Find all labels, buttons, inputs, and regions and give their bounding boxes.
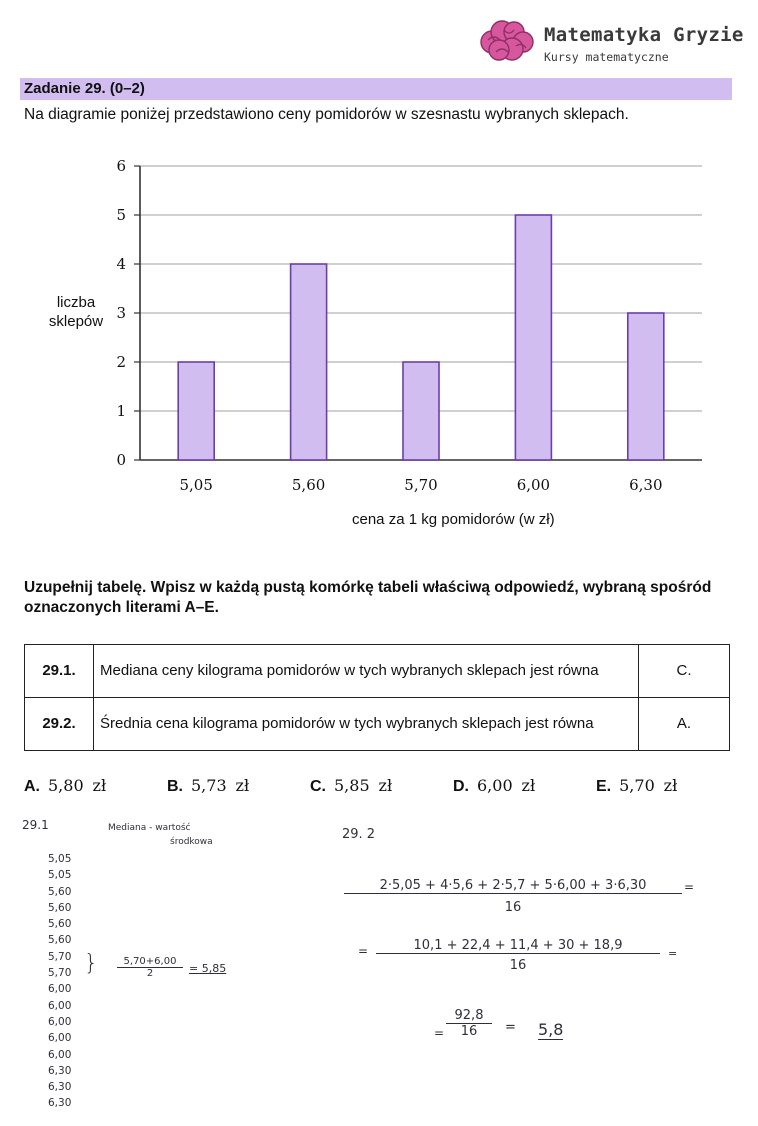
chart-y-axis-label: liczba sklepów <box>48 294 104 330</box>
brand-name: Matematyka Gryzie <box>544 24 744 46</box>
sorted-value: 6,00 <box>48 983 72 996</box>
row-question: Mediana ceny kilograma pomidorów w tych wybranych sklepach jest równa <box>94 645 639 698</box>
note-median-definition-2: środkowa <box>170 837 213 847</box>
option-c: C. 5,85 zł <box>310 776 393 795</box>
equals-sign: = <box>434 1026 445 1040</box>
row-number: 29.2. <box>25 698 94 751</box>
answer-table <box>24 644 730 751</box>
option-e: E. 5,70 zł <box>596 776 678 795</box>
y-tick-label: 5 <box>116 206 126 224</box>
sorted-value: 5,60 <box>48 918 72 931</box>
y-tick-label: 4 <box>116 255 126 273</box>
instructions: Uzupełnij tabelę. Wpisz w każdą pustą komórkę tabeli właściwą odpowiedź, wybraną spośród oznaczonych literami A–E. <box>24 579 712 616</box>
equals-sign: = <box>358 944 369 958</box>
mean-step2-denominator: 16 <box>376 953 660 973</box>
y-tick-label: 1 <box>116 402 126 420</box>
answer-options <box>24 776 744 800</box>
sorted-value: 5,60 <box>48 901 72 914</box>
median-denominator: 2 <box>117 967 183 979</box>
y-tick-label: 0 <box>116 451 126 469</box>
mean-step3-denominator: 16 <box>446 1023 492 1039</box>
y-tick-label: 2 <box>116 353 126 371</box>
sorted-value: 5,60 <box>48 885 72 898</box>
row-number: 29.1. <box>25 645 94 698</box>
chart-x-axis-label: cena za 1 kg pomidorów (w zł) <box>352 511 555 528</box>
sorted-value: 5,05 <box>48 853 72 865</box>
x-tick-label: 6,30 <box>629 476 663 494</box>
mean-step3 <box>446 1008 492 1039</box>
table-row <box>25 698 730 751</box>
sorted-value: 6,30 <box>48 1081 72 1094</box>
note-29-1-label: 29.1 <box>22 818 49 832</box>
bar <box>403 362 439 460</box>
sorted-value: 5,70 <box>48 950 72 963</box>
sorted-value: 5,70 <box>48 967 72 980</box>
option-a: A. 5,80 zł <box>24 776 107 795</box>
sorted-value: 5,05 <box>48 869 72 882</box>
sorted-value: 6,00 <box>48 999 72 1012</box>
median-numerator: 5,70+6,00 <box>123 956 177 967</box>
x-tick-label: 5,60 <box>291 476 326 494</box>
note-median-definition: Mediana - wartość <box>108 823 191 833</box>
note-29-2-label: 29. 2 <box>342 827 376 842</box>
equals-sign: = <box>505 1020 516 1035</box>
mean-step2-numerator: 10,1 + 22,4 + 11,4 + 30 + 18,9 <box>413 938 623 953</box>
brace-mark: } <box>84 951 98 976</box>
sorted-value: 6,30 <box>48 1064 72 1077</box>
table-row <box>25 645 730 698</box>
brand-logo <box>478 20 748 70</box>
mean-step1-denominator: 16 <box>344 893 682 915</box>
mean-step1-numerator: 2·5,05 + 4·5,6 + 2·5,7 + 5·6,00 + 3·6,30 <box>379 878 647 893</box>
option-d: D. 6,00 zł <box>453 776 536 795</box>
brand-tagline: Kursy matematyczne <box>544 50 669 64</box>
answer-cell[interactable]: C. <box>639 645 730 698</box>
median-result: = 5,85 <box>189 962 227 975</box>
mean-result: 5,8 <box>538 1020 564 1039</box>
mean-step1 <box>344 878 682 915</box>
equals-sign: = <box>668 947 678 960</box>
answer-cell[interactable]: A. <box>639 698 730 751</box>
task-description: Na diagramie poniżej przedstawiono ceny pomidorów w szesnastu wybranych sklepach. <box>24 106 629 123</box>
brain-icon <box>478 20 536 64</box>
mean-step3-numerator: 92,8 <box>454 1008 484 1023</box>
sorted-value: 6,30 <box>48 1097 72 1110</box>
option-b: B. 5,73 zł <box>167 776 250 795</box>
bar <box>178 362 214 460</box>
x-tick-label: 6,00 <box>516 476 551 494</box>
sorted-value: 5,60 <box>48 934 72 947</box>
y-tick-label: 6 <box>116 157 126 175</box>
y-tick-label: 3 <box>116 304 126 322</box>
median-fraction <box>117 956 183 979</box>
x-tick-label: 5,05 <box>179 476 213 494</box>
sorted-value: 6,00 <box>48 1015 72 1028</box>
sorted-value: 6,00 <box>48 1048 72 1061</box>
bar <box>291 264 327 460</box>
row-question: Średnia cena kilograma pomidorów w tych wybranych sklepach jest równa <box>94 698 639 751</box>
bar <box>515 215 551 460</box>
sorted-values-list <box>48 851 88 1112</box>
x-tick-label: 5,70 <box>404 476 438 494</box>
mean-step2 <box>376 938 660 973</box>
bar <box>628 313 664 460</box>
sorted-value: 6,00 <box>48 1032 72 1045</box>
equals-sign: = <box>684 880 695 894</box>
task-title: Zadanie 29. (0–2) <box>20 78 732 100</box>
